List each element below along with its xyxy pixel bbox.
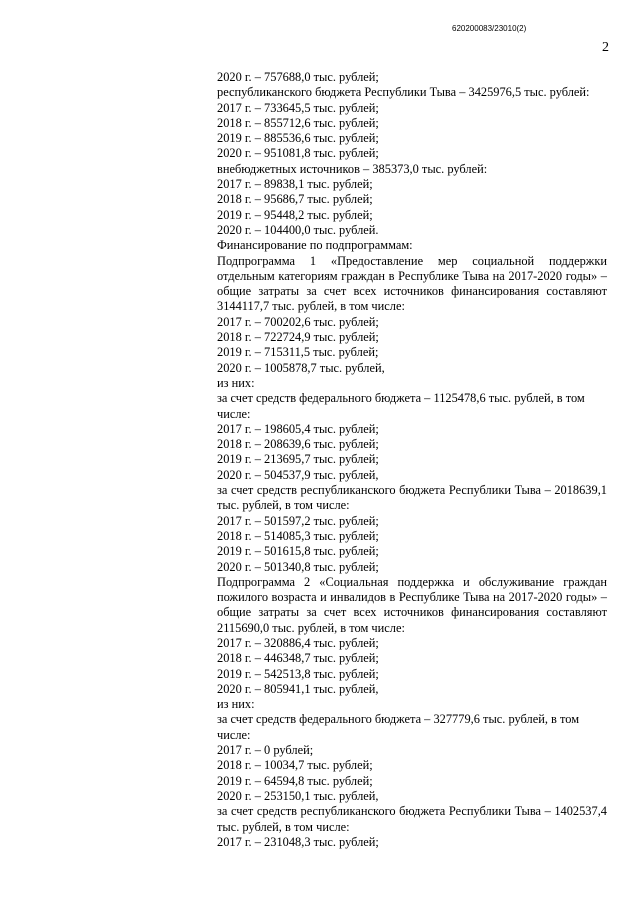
document-body: [217, 70, 607, 850]
text-line: 2020 г. – 951081,8 тыс. рублей;: [217, 146, 379, 161]
text-line: 2020 г. – 504537,9 тыс. рублей,: [217, 467, 379, 482]
text-line: 2018 г. – 722724,9 тыс. рублей;: [217, 330, 379, 345]
text-line: 2017 г. – 320886,4 тыс. рублей;: [217, 635, 379, 650]
text-line: 2017 г. – 198605,4 тыс. рублей;: [217, 421, 379, 436]
text-line: 2020 г. – 805941,1 тыс. рублей,: [217, 681, 379, 696]
text-line: 2017 г. – 0 рублей;: [217, 743, 314, 758]
page-number: 2: [602, 40, 609, 55]
text-line: 2017 г. – 501597,2 тыс. рублей;: [217, 513, 379, 528]
text-line: 2020 г. – 253150,1 тыс. рублей,: [217, 788, 379, 803]
text-line: из них:: [217, 375, 255, 390]
text-paragraph: за счет средств федерального бюджета – 327779,6 тыс. рублей, в том числе:: [217, 712, 580, 742]
section-heading: Финансирование по подпрограммам:: [217, 238, 413, 253]
text-line: внебюджетных источников – 385373,0 тыс. рублей:: [217, 161, 488, 176]
text-line: 2017 г. – 700202,6 тыс. рублей;: [217, 314, 379, 329]
text-line: 2019 г. – 64594,8 тыс. рублей;: [217, 773, 373, 788]
text-line: 2018 г. – 514085,3 тыс. рублей;: [217, 528, 379, 543]
text-line: 2020 г. – 501340,8 тыс. рублей;: [217, 559, 379, 574]
text-line: 2018 г. – 446348,7 тыс. рублей;: [217, 651, 379, 666]
text-line: 2019 г. – 715311,5 тыс. рублей;: [217, 345, 379, 360]
text-line: 2019 г. – 501615,8 тыс. рублей;: [217, 544, 379, 559]
text-paragraph: республиканского бюджета Республики Тыва – 3425976,5 тыс. рублей:: [217, 85, 590, 100]
subprogram-1-paragraph: Подпрограмма 1 «Предоставление мер социальной поддержки отдельным категориям граждан в Республике Тыва на 2017-2020 годы» – общие затраты за счет всех источников финансирования составляют 3144117,7 тыс. рублей, в том числе:: [217, 253, 607, 314]
text-line: 2019 г. – 885536,6 тыс. рублей;: [217, 131, 379, 146]
text-line: 2020 г. – 104400,0 тыс. рублей.: [217, 222, 379, 237]
text-line: 2017 г. – 89838,1 тыс. рублей;: [217, 177, 373, 192]
text-line: 2020 г. – 1005878,7 тыс. рублей,: [217, 360, 385, 375]
text-line: 2017 г. – 231048,3 тыс. рублей;: [217, 834, 379, 849]
text-line: 2018 г. – 855712,6 тыс. рублей;: [217, 115, 379, 130]
document-id: 620200083/23010(2): [452, 24, 527, 33]
text-line: из них:: [217, 697, 255, 712]
text-line: 2019 г. – 542513,8 тыс. рублей;: [217, 666, 379, 681]
text-line: 2019 г. – 95448,2 тыс. рублей;: [217, 207, 373, 222]
text-line: 2019 г. – 213695,7 тыс. рублей;: [217, 452, 379, 467]
text-line: 2018 г. – 208639,6 тыс. рублей;: [217, 437, 379, 452]
text-paragraph: за счет средств федерального бюджета – 1125478,6 тыс. рублей, в том числе:: [217, 391, 585, 421]
subprogram-2-paragraph: Подпрограмма 2 «Социальная поддержка и обслуживание граждан пожилого возраста и инвалидов в Республике Тыва на 2017-2020 годы» – общие затраты за счет всех источников финансирования составляют 2115690,0 тыс. рублей, в том числе:: [217, 574, 607, 635]
text-line: 2018 г. – 10034,7 тыс. рублей;: [217, 758, 373, 773]
text-line: 2018 г. – 95686,7 тыс. рублей;: [217, 192, 373, 207]
text-line: 2020 г. – 757688,0 тыс. рублей;: [217, 70, 379, 84]
text-paragraph: за счет средств республиканского бюджета Республики Тыва – 1402537,4 тыс. рублей, в том числе:: [217, 804, 607, 834]
text-line: 2017 г. – 733645,5 тыс. рублей;: [217, 100, 379, 115]
text-paragraph: за счет средств республиканского бюджета Республики Тыва – 2018639,1 тыс. рублей, в том числе:: [217, 483, 607, 513]
